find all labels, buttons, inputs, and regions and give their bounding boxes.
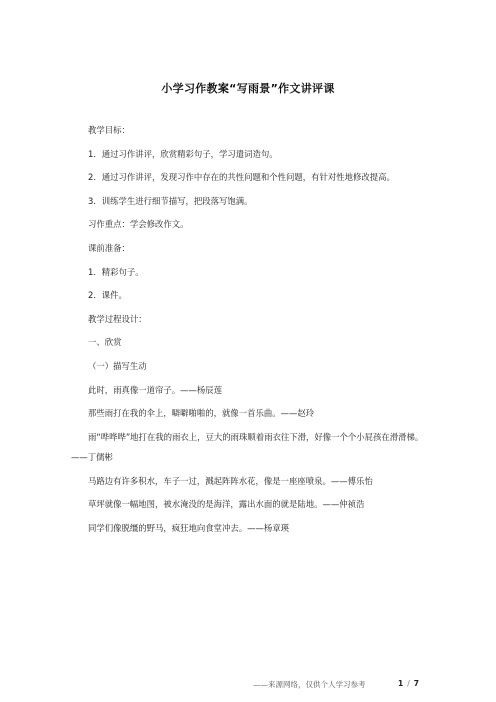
paragraph: 一、欣赏 [88,337,122,348]
page-number [398,679,419,688]
paragraph: 教学目标： [88,125,130,135]
footer-source-note: ——来源网络，仅供个人学习参考 [253,680,366,689]
page-separator: / [407,679,410,688]
paragraph: 雨“哗哗哗”地打在我的雨衣上，豆大的雨珠顺着雨衣往下滑，好像一个个小屁孩在滑滑梯。——丁儒彬 [71,431,424,462]
paragraph: 2．通过习作讲评，发现习作中存在的共性问题和个性问题，有针对性地修改提高。 [88,172,395,183]
paragraph: 3．训练学生进行细节描写，把段落写饱满。 [88,195,253,206]
paragraph: 教学过程设计： [88,313,147,324]
document-body [71,120,431,541]
page-total: 7 [413,679,419,688]
paragraph: （一）描写生动 [88,360,147,371]
paragraph: 2．课件。 [88,290,127,301]
paragraph: 同学们像脱缰的野马，疯狂地向食堂冲去。——杨章瑛 [88,522,289,533]
page-current: 1 [398,679,404,688]
paragraph: 那些雨打在我的伞上，噼噼啪啪的，就像一首乐曲。——赵玲 [88,408,315,419]
paragraph: 此时，雨真像一道帘子。——杨辰莲 [88,384,222,395]
paragraph: 1．通过习作讲评，欣赏精彩句子，学习遣词造句。 [88,148,278,159]
paragraph: 习作重点：学会修改作文。 [88,219,189,230]
paragraph: 1．精彩句子。 [88,266,144,277]
document-title: 小学习作教案“写雨景”作文讲评课 [161,82,335,95]
paragraph: 马路边有许多积水，车子一过，溅起阵阵水花，像是一座座喷泉。——傅乐怡 [88,475,373,486]
paragraph: 课前准备： [88,242,130,253]
paragraph: 草坪就像一幅地图，被水淹没的是海洋，露出水面的就是陆地。——仲祯浩 [88,499,365,510]
page-footer [0,679,496,693]
